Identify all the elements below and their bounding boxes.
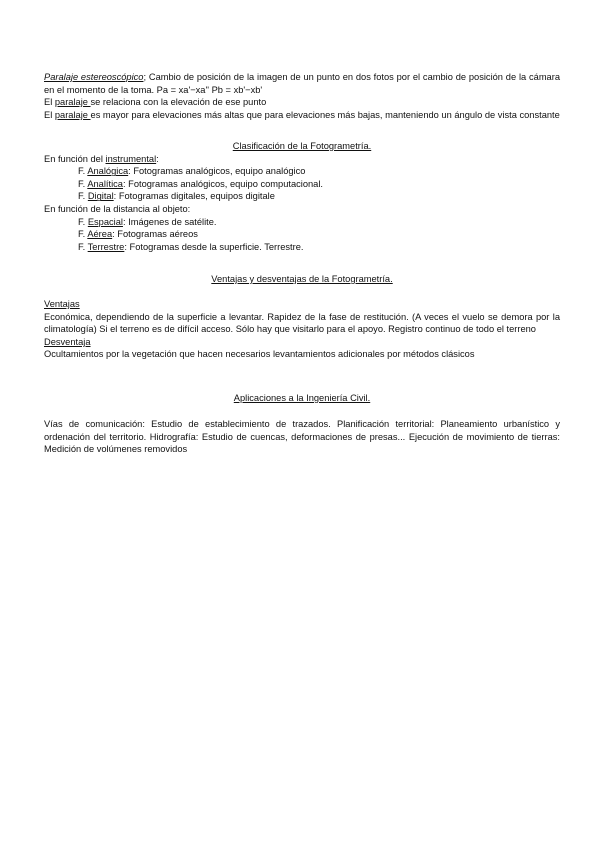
item-prefix: F. bbox=[78, 229, 88, 240]
list-item bbox=[44, 228, 560, 241]
analitica-term: Analítica bbox=[87, 178, 123, 189]
paralaje-elevation-line bbox=[44, 96, 560, 109]
item-prefix: F. bbox=[78, 216, 88, 227]
desventaja-heading: Desventaja bbox=[44, 336, 91, 347]
heading-suffix: : bbox=[156, 153, 159, 164]
ventajas-title: Ventajas y desventajas de la Fotogrametría. bbox=[211, 274, 393, 284]
desventaja-text: Ocultamientos por la vegetación que hacen necesarios levantamientos adicionales por métodos clásicos bbox=[44, 349, 475, 360]
ventajas-text: Económica, dependiendo de la superficie a levantar. Rapidez de la fase de restitución. (A veces el vuelo se demora por la climatología) Si el terreno es de difícil acceso. Sólo hay que visitarlo para el apoyo. Registro continuo de todo el terreno bbox=[44, 311, 560, 335]
terrestre-term: Terrestre bbox=[87, 241, 125, 252]
item-text: : Fotogramas analógicos, equipo computacional. bbox=[122, 178, 323, 189]
paralaje-mayor-line bbox=[44, 109, 560, 122]
item-prefix: F. bbox=[78, 191, 88, 202]
distancia-heading: En función de la distancia al objeto: bbox=[44, 203, 191, 214]
ventajas-heading: Ventajas bbox=[44, 299, 80, 309]
line-prefix: El bbox=[44, 97, 55, 108]
line-text: es mayor para elevaciones más altas que para elevaciones más bajas, manteniendo un ángulo de vista constante bbox=[90, 109, 560, 120]
list-item bbox=[44, 190, 560, 203]
item-prefix: F. bbox=[78, 241, 88, 252]
item-text: : Fotogramas desde la superficie. Terrestre. bbox=[124, 241, 304, 252]
list-item bbox=[44, 178, 560, 191]
instrumental-heading bbox=[44, 153, 560, 166]
paralaje-definition-text: ; Cambio de posición de la imagen de un punto en dos fotos por el cambio de posición de la cámara en el momento de la toma. Pa = xa'−xa'' Pb = xb'−xb' bbox=[44, 72, 560, 95]
item-prefix: F. bbox=[78, 178, 88, 189]
espacial-term: Espacial bbox=[87, 216, 123, 227]
aplicaciones-title: Aplicaciones a la Ingeniería Civil. bbox=[233, 393, 371, 403]
list-item bbox=[44, 165, 560, 178]
intro-section bbox=[44, 71, 560, 121]
aerea-term: Aérea bbox=[87, 229, 113, 240]
list-item bbox=[44, 241, 560, 254]
heading-prefix: En función del bbox=[44, 153, 106, 164]
paralaje-term: paralaje bbox=[54, 109, 91, 120]
item-prefix: F. bbox=[78, 166, 88, 177]
line-prefix: El bbox=[44, 109, 55, 120]
item-text: : Fotogramas aéreos bbox=[112, 229, 198, 240]
item-text: : Fotogramas analógicos, equipo analógico bbox=[128, 166, 306, 177]
paralaje-term: paralaje bbox=[54, 97, 91, 108]
line-text: se relaciona con la elevación de ese punto bbox=[90, 97, 267, 108]
clasificacion-section bbox=[44, 140, 560, 253]
digital-term: Digital bbox=[87, 191, 114, 202]
ventajas-section bbox=[44, 298, 560, 361]
item-text: : Imágenes de satélite. bbox=[122, 216, 217, 227]
analogica-term: Analógica bbox=[87, 166, 129, 177]
instrumental-term: instrumental bbox=[105, 153, 157, 164]
item-text: : Fotogramas digitales, equipos digitale bbox=[113, 191, 275, 202]
paralaje-definition bbox=[44, 71, 560, 96]
paralaje-term: Paralaje estereoscópico bbox=[44, 72, 144, 82]
aplicaciones-text: Vías de comunicación: Estudio de establecimiento de trazados. Planificación territorial: Planeamiento urbanístico y ordenación del territorio. Hidrografía: Estudio de cuencas, deformaciones de presas... Ejecución de movimiento de tierras: Medición de volúmenes removidos bbox=[44, 419, 560, 455]
list-item bbox=[44, 216, 560, 229]
clasificacion-title: Clasificación de la Fotogrametría. bbox=[232, 141, 372, 151]
